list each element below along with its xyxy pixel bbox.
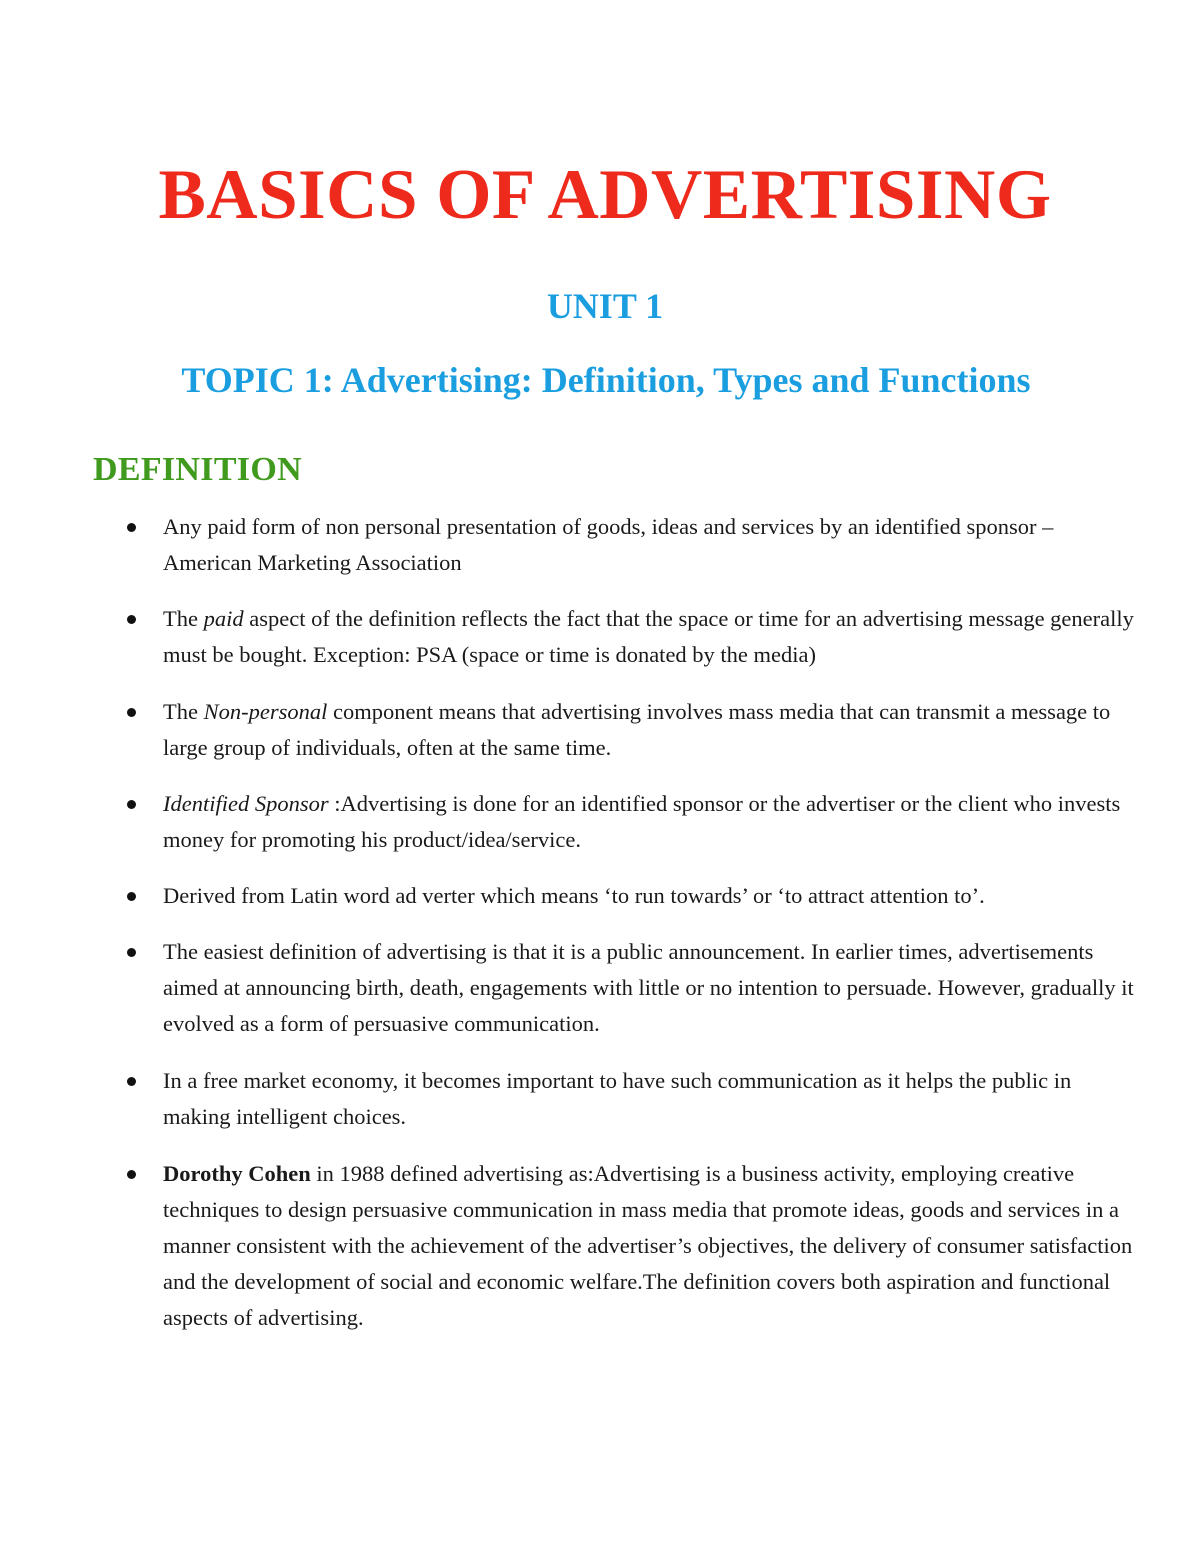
- bullet-icon: [127, 1170, 136, 1179]
- bullet-body: in 1988 defined advertising as:Advertising is a business activity, employing creative techniques to design persuasive communication in mass media that promote ideas, goods and services in a manner consistent with the achievement of the advertiser’s objectives, the delivery of consumer satisfaction and the development of social and economic welfare.The definition covers both aspiration and functional aspects of advertising.: [163, 1161, 1133, 1330]
- bullet-icon: [127, 1077, 136, 1086]
- bullet-icon: [127, 948, 136, 957]
- list-item: [163, 694, 1138, 766]
- list-item: [163, 1156, 1138, 1336]
- bullet-text: In a free market economy, it becomes important to have such communication as it helps the public in making intelligent choices.: [163, 1068, 1072, 1129]
- bullet-icon: [127, 615, 136, 624]
- bullet-text: [163, 606, 1134, 667]
- bullet-strong: Dorothy Cohen: [163, 1161, 311, 1186]
- bullet-prefix: The: [163, 606, 204, 631]
- bullet-prefix: The: [163, 699, 204, 724]
- bullet-text: Any paid form of non personal presentation of goods, ideas and services by an identified sponsor – American Marketing Association: [163, 514, 1054, 575]
- bullet-icon: [127, 892, 136, 901]
- list-item: [163, 934, 1138, 1042]
- bullet-text: The easiest definition of advertising is that it is a public announcement. In earlier times, advertisements aimed at announcing birth, death, engagements with little or no intention to persuade. However, gradually it evolved as a form of persuasive communication.: [163, 939, 1134, 1036]
- bullet-emphasis: Non-personal: [203, 699, 328, 724]
- topic-heading: TOPIC 1: Advertising: Definition, Types and Functions: [181, 360, 1031, 400]
- bullet-icon: [127, 523, 136, 532]
- section-heading-definition: DEFINITION: [93, 451, 302, 488]
- list-item: [163, 601, 1138, 673]
- bullet-emphasis: paid: [203, 606, 244, 631]
- bullet-icon: [127, 800, 136, 809]
- bullet-text: [163, 791, 1120, 852]
- unit-heading: UNIT 1: [546, 286, 664, 326]
- document-title: BASICS OF ADVERTISING: [158, 156, 1052, 234]
- list-item: [163, 786, 1138, 858]
- bullet-body: :Advertising is done for an identified sponsor or the advertiser or the client who invests money for promoting his product/idea/service.: [163, 791, 1121, 852]
- bullet-text: Derived from Latin word ad verter which means ‘to run towards’ or ‘to attract attention to’.: [163, 883, 985, 908]
- bullet-icon: [127, 708, 136, 717]
- bullet-body: component means that advertising involves mass media that can transmit a message to large group of individuals, often at the same time.: [163, 699, 1111, 760]
- list-item: [163, 878, 1138, 914]
- bullet-emphasis: Identified Sponsor: [163, 791, 329, 816]
- bullet-text: [163, 1161, 1132, 1330]
- bullet-body: aspect of the definition reflects the fact that the space or time for an advertising message generally must be bought. Exception: PSA (space or time is donated by the media): [163, 606, 1134, 667]
- list-item: [163, 1063, 1138, 1135]
- list-item: [163, 509, 1138, 581]
- bullet-text: [163, 699, 1110, 760]
